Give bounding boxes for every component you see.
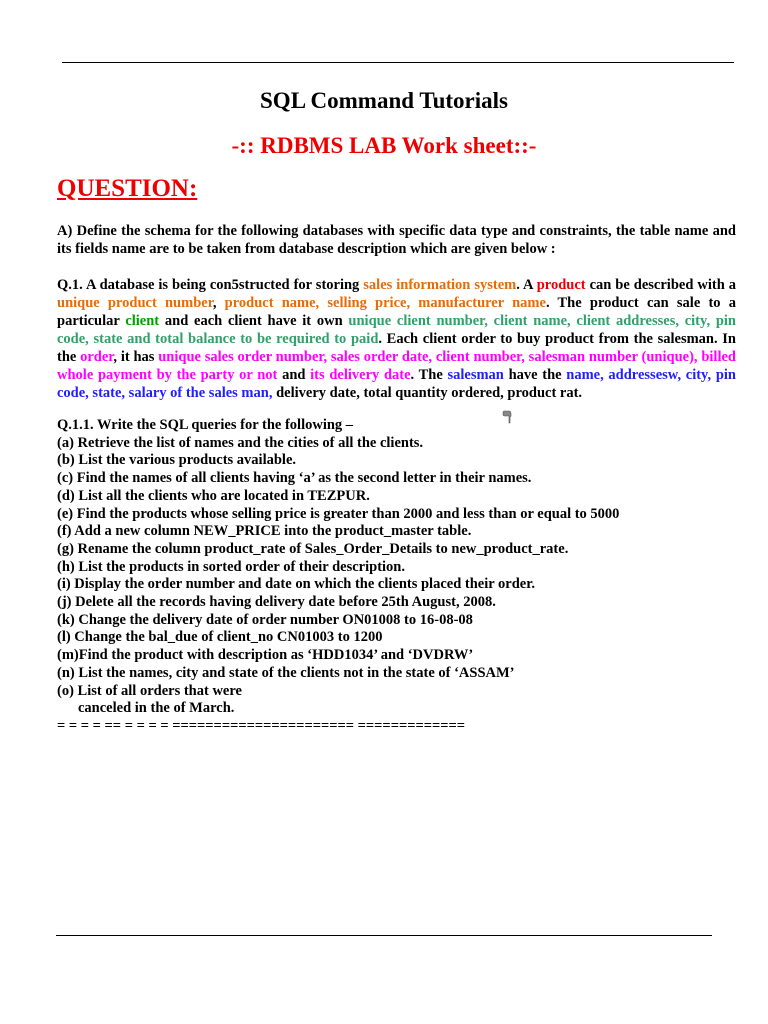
q1-text: , it has [113,349,159,365]
q1-text: and each client have it own [159,313,349,329]
q1-text: Q.1. A database is being con5structed for storing [57,277,364,293]
list-item-heading: Q.1.1. Write the SQL queries for the following – [57,417,354,433]
q1-text: . A [516,277,537,293]
list-item: (h) List the products in sorted order of their description. [57,558,405,575]
q1-text: delivery date, total quantity ordered, product rat. [272,385,583,401]
q1-highlight-salesman-fields: name, addressesw, city, pin code, state, salary of the sales man, [57,367,736,401]
list-item: (l) Change the bal_due of client_no CN01003 to 1200 [57,629,383,646]
q1-highlight-unique-product-number: unique product number [57,295,213,311]
list-item: (i) Display the order number and date on which the clients placed their order. [57,576,535,593]
list-item: (f) Add a new column NEW_PRICE into the product_master table. [57,523,472,540]
list-item: (m)Find the product with description as ‘HDD1034’ and ‘DVDRW’ [57,647,474,664]
q1-text: and [277,367,311,383]
q1-text: . The [410,367,448,383]
list-item: (n) List the names, city and state of the clients not in the state of ‘ASSAM’ [57,664,515,681]
q1-text: have the [503,367,567,383]
separator-line: = = = = == = = = = ====================== ============= [57,717,466,734]
list-item: (d) List all the clients who are located in TEZPUR. [57,487,370,504]
list-item: (e) Find the products whose selling price is greater than 2000 and less than or equal to 5000 [57,505,620,522]
q1-paragraph [57,276,736,402]
list-item: (o) List of all orders that were [57,682,242,699]
top-rule [62,62,734,63]
q1-highlight-client: client [125,313,160,329]
q1-text: . The product can sale to a particular [57,295,736,329]
page-title: SQL Command Tutorials [260,88,508,113]
part-a-paragraph: A) Define the schema for the following databases with specific data type and constraints, the table name and its fields name are to be taken from database description which are given below : [57,223,736,257]
list-item-continuation: canceled in the of March. [78,700,235,717]
q1-highlight-client-fields: unique client number, client name, client addresses, city, pin code, state and total balance to be required to paid [57,313,736,347]
q1-highlight-product: product [536,277,586,293]
page-subtitle: -:: RDBMS LAB Work sheet::- [231,133,537,158]
q1-highlight-sales-info-system: sales information system [363,277,517,293]
list-item: (g) Rename the column product_rate of Sales_Order_Details to new_product_rate. [57,540,569,557]
q1-highlight-order: order [80,349,114,365]
q1-text: can be described with a [585,277,736,293]
q1-text: , [212,295,225,311]
list-item: (j) Delete all the records having delivery date before 25th August, 2008. [57,594,496,611]
sql-queries-list [57,417,747,736]
list-item: (a) Retrieve the list of names and the cities of all the clients. [57,434,424,451]
question-heading: QUESTION: [57,175,198,202]
list-item: (k) Change the delivery date of order number ON01008 to 16-08-08 [57,611,473,628]
list-item: (c) Find the names of all clients having ‘a’ as the second letter in their names. [57,470,532,487]
q1-highlight-product-fields: product name, selling price, manufacturer name [224,295,546,311]
bottom-rule [56,935,712,936]
q1-highlight-salesman: salesman [447,367,504,383]
list-item: (b) List the various products available. [57,452,297,469]
q1-highlight-order-fields: unique sales order number, sales order date, client number, salesman number (unique), billed whole payment by the party or not [57,349,736,383]
q1-highlight-delivery-date: its delivery date [310,367,411,383]
q1-text: . Each client order to buy product from the salesman. In the [57,331,736,365]
